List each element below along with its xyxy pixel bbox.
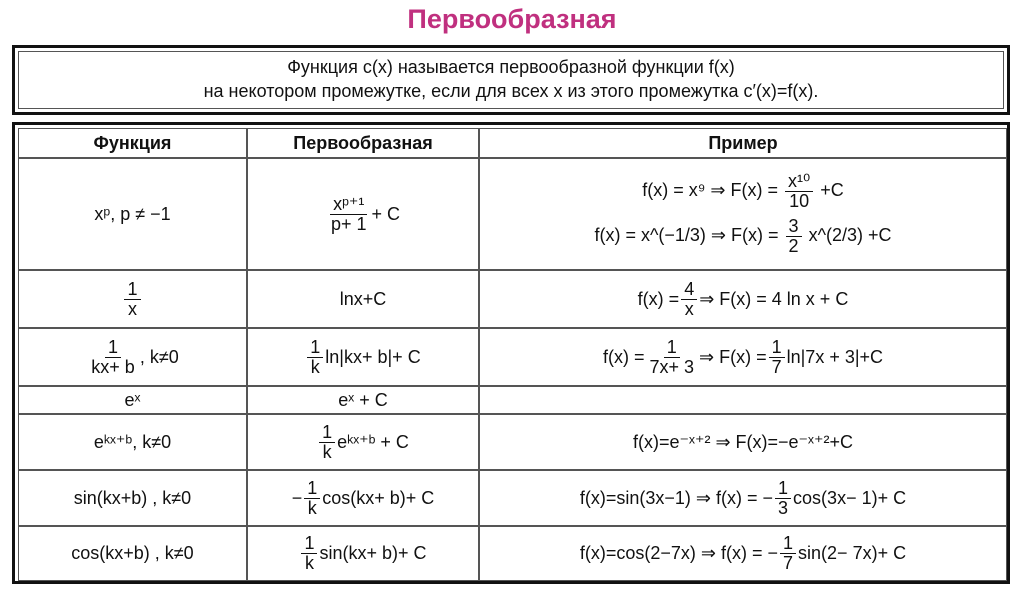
row2-example <box>479 270 1007 328</box>
row3-function <box>18 328 247 386</box>
row3-func-den: kx+ b <box>91 356 135 377</box>
row6-prim-fraction <box>304 479 320 518</box>
row2-ex-rest: ⇒ F(x) = 4 ln x + C <box>699 288 849 309</box>
row6-ex-left: f(x)=sin(3x−1) ⇒ f(x) = − <box>579 487 774 508</box>
row3-example <box>479 328 1007 386</box>
row6-prim-lead: − <box>291 487 303 508</box>
row5-ex-text: f(x)=e⁻ˣ⁺² ⇒ F(x)=−e⁻ˣ⁺²+C <box>633 431 853 452</box>
row1-prim-rest: + C <box>371 203 401 224</box>
row6-function <box>18 470 247 526</box>
row4-function <box>18 386 247 414</box>
antiderivative-table <box>12 122 1010 584</box>
row7-prim-rest: sin(kx+ b)+ C <box>319 543 427 563</box>
row5-antiderivative <box>247 414 479 470</box>
row7-prim-num: 1 <box>301 534 317 554</box>
row6-antiderivative <box>247 470 479 526</box>
row6-prim-den: k <box>307 497 317 518</box>
row7-antiderivative <box>247 526 479 581</box>
row5-prim-den: k <box>322 441 332 462</box>
row3-ex-den: 7x+ 3 <box>649 356 695 377</box>
row2-func-den: x <box>127 298 137 319</box>
row6-ex-rest: cos(3x− 1)+ C <box>793 487 907 508</box>
row1-prim-den: p+ 1 <box>330 213 367 234</box>
row3-ex-left: f(x) = <box>602 346 645 367</box>
row3-prim-fraction <box>307 338 323 377</box>
row2-function <box>18 270 247 328</box>
row6-ex-den: 3 <box>778 497 789 518</box>
row2-prim-text: lnx+C <box>339 288 387 309</box>
row3-ex-mid: ⇒ F(x) = <box>699 346 767 367</box>
row7-example <box>479 526 1007 581</box>
row3-ex-fraction-2 <box>769 338 785 377</box>
row6-example <box>479 470 1007 526</box>
row2-antiderivative <box>247 270 479 328</box>
row6-func-text: sin(kx+b) , k≠0 <box>73 487 192 508</box>
row4-example <box>479 386 1007 414</box>
row1-ex1-fraction <box>785 172 813 211</box>
row7-function <box>18 526 247 581</box>
row7-ex-num: 1 <box>780 534 796 554</box>
row3-func-rest: , k≠0 <box>139 346 179 367</box>
row3-antiderivative <box>247 328 479 386</box>
row7-func-text: cos(kx+b) , k≠0 <box>71 543 194 563</box>
row3-func-fraction <box>88 338 138 377</box>
row3-ex-fraction <box>646 338 697 377</box>
row3-prim-rest: ln|kx+ b|+ C <box>325 346 421 367</box>
header-example: Пример <box>479 128 1007 158</box>
row5-func-text: eᵏˣ⁺ᵇ, k≠0 <box>93 431 172 452</box>
row3-ex-num: 1 <box>664 338 680 358</box>
row5-prim-num: 1 <box>319 423 335 443</box>
row3-prim-den: k <box>310 356 320 377</box>
row5-prim-fraction <box>319 423 335 462</box>
page-title: Первообразная <box>407 4 617 34</box>
row1-ex1-num: x¹⁰ <box>785 172 813 192</box>
row1-ex1-left: f(x) = x⁹ ⇒ F(x) = <box>642 180 778 201</box>
row1-function-text: xᵖ, p ≠ −1 <box>94 203 171 224</box>
row4-antiderivative <box>247 386 479 414</box>
row5-example <box>479 414 1007 470</box>
row6-ex-fraction <box>775 479 791 518</box>
definition-line-2: на некотором промежутке, если для всех x из этого промежутка c′(x)=f(x). <box>203 81 819 101</box>
row5-function <box>18 414 247 470</box>
row1-prim-fraction <box>328 195 370 234</box>
row2-func-num: 1 <box>124 280 140 300</box>
row7-prim-fraction <box>301 534 317 573</box>
row1-ex1-rest: +C <box>820 180 844 201</box>
row1-prim-num: xᵖ⁺¹ <box>330 195 367 215</box>
row1-ex2-num: 3 <box>786 217 802 237</box>
row2-ex-num: 4 <box>681 280 697 300</box>
row1-function <box>18 158 247 270</box>
row1-ex2-fraction <box>786 217 802 256</box>
definition-line-1: Функция c(x) называется первообразной функции f(x) <box>287 57 735 77</box>
row1-example-1 <box>642 172 844 211</box>
row6-prim-num: 1 <box>304 479 320 499</box>
row7-ex-den: 7 <box>783 553 794 573</box>
row1-ex2-left: f(x) = x^(−1/3) ⇒ F(x) = <box>594 225 779 246</box>
row2-ex-den: x <box>684 298 694 319</box>
row2-ex-left: f(x) = <box>637 288 680 309</box>
header-function: Функция <box>18 128 247 158</box>
row3-ex-den2: 7 <box>771 356 782 377</box>
row2-ex-fraction <box>681 280 697 319</box>
row2-func-fraction <box>124 280 140 319</box>
row4-prim-text: eˣ + C <box>338 389 388 410</box>
row6-prim-rest: cos(kx+ b)+ C <box>322 487 435 508</box>
row1-ex2-den: 2 <box>788 235 799 256</box>
row7-ex-left: f(x)=cos(2−7x) ⇒ f(x) = − <box>579 543 779 563</box>
row3-ex-rest: ln|7x + 3|+C <box>786 346 884 367</box>
row7-ex-fraction <box>780 534 796 573</box>
row5-prim-rest: eᵏˣ⁺ᵇ + C <box>337 431 409 452</box>
row4-func-text: eˣ <box>124 389 141 410</box>
definition-box <box>12 45 1010 115</box>
row7-prim-den: k <box>304 553 314 573</box>
row1-example <box>479 158 1007 270</box>
row3-prim-num: 1 <box>307 338 323 358</box>
row1-ex1-den: 10 <box>789 191 810 212</box>
row3-ex-num2: 1 <box>769 338 785 358</box>
header-antiderivative: Первообразная <box>247 128 479 158</box>
row1-ex2-rest: x^(2/3) +C <box>808 225 892 246</box>
row1-antiderivative <box>247 158 479 270</box>
row1-example-2 <box>594 217 891 256</box>
row3-func-num: 1 <box>105 338 121 358</box>
row7-ex-rest: sin(2− 7x)+ C <box>798 543 907 563</box>
row6-ex-num: 1 <box>775 479 791 499</box>
